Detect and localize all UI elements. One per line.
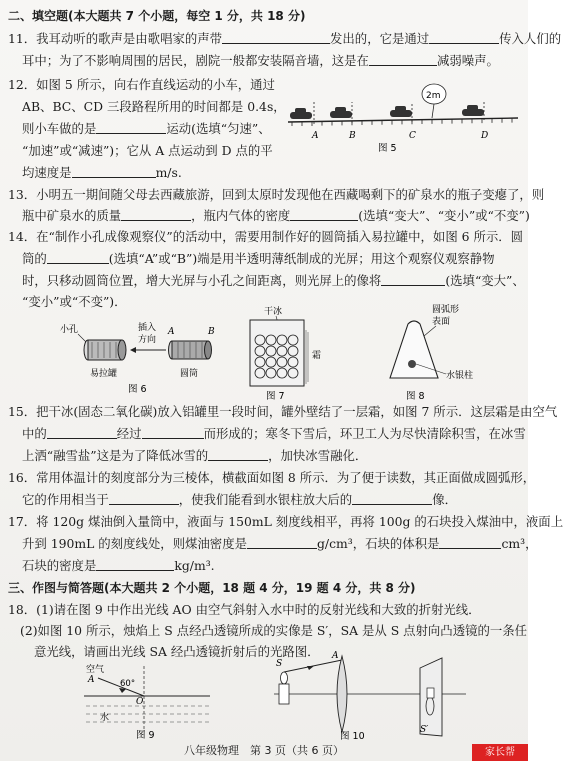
answer-blank[interactable] <box>47 426 117 439</box>
answer-blank[interactable] <box>369 53 437 66</box>
point-d: D <box>481 131 489 141</box>
question-14-line-1: 14．在“制作小孔成像观察仪”的活动中，需要用制作好的圆筒插入易拉罐中，如图 6 所示．圆 <box>8 229 524 244</box>
label-tube: 圆筒 <box>180 369 199 379</box>
label-air: 空气 <box>86 665 105 675</box>
label-s-prime: S′ <box>420 725 429 735</box>
question-15-line-1: 15．把干冰(固态二氧化碳)放入铝罐里一段时间，罐外壁结了一层霜，如图 7 所示．这层霜是由空气 <box>8 404 558 419</box>
figure-8 <box>376 300 492 400</box>
label-hole: 小孔 <box>60 325 79 335</box>
answer-blank[interactable] <box>96 558 174 571</box>
question-13-line-2: 瓶中矿泉水的质量 ，瓶内气体的密度 (选填“变大”、“变小”或“不变”) <box>22 208 530 223</box>
label-b: B <box>208 327 215 337</box>
answer-blank[interactable] <box>208 448 268 461</box>
page-footer: 八年级物理 第 3 页（共 6 页） <box>184 744 344 757</box>
section-3-header: 三、作图与简答题(本大题共 2 个小题，18 题 4 分，19 题 4 分，共 8 分) <box>8 581 416 595</box>
answer-blank[interactable] <box>142 426 204 439</box>
question-12-line-1: 12．如图 5 所示，向右作直线运动的小车，通过 <box>8 77 275 92</box>
question-18-line-1: 18．(1)请在图 9 中作出光线 AO 由空气斜射入水中时的反射光线和大致的折射光线． <box>8 602 481 617</box>
answer-blank[interactable] <box>429 31 499 44</box>
label-s: S <box>276 659 283 669</box>
question-14-line-3: 时，只移动圆筒位置，增大光屏与小孔之间距离，则光屏上的像将 (选填“变大”、 <box>22 273 525 288</box>
figure-8-caption: 图 8 <box>406 391 425 402</box>
question-12-line-3: 则小车做的是 运动(选填“匀速”、 <box>22 121 271 136</box>
answer-blank[interactable] <box>47 251 109 264</box>
question-15-line-2: 中的 经过 而形成的；寒冬下雪后，环卫工人为尽快清除积雪，在冰雪 <box>22 426 526 441</box>
question-11-line-1: 11．我耳动听的歌声是由歌唱家的声带 发出的，它是通过 传入人们的 <box>8 31 562 46</box>
question-13-line-1: 13．小明五一期间随父母去西藏旅游，回到太原时发现他在西藏喝剩下的矿泉水的瓶子变瘪了，则 <box>8 187 545 202</box>
label-o: O <box>136 697 144 707</box>
answer-blank[interactable] <box>381 273 445 286</box>
label-arc-1: 圆弧形 <box>432 305 460 315</box>
question-18-line-2: (2)如图 10 所示，烛焰上 S 点经凸透镜所成的实像是 S′，SA 是从 S 点射向凸透镜的一条任 <box>20 623 528 638</box>
label-can: 易拉罐 <box>90 369 118 379</box>
figure-7 <box>240 300 336 400</box>
label-a: A <box>88 675 95 685</box>
figure-9-caption: 图 9 <box>136 730 155 741</box>
answer-blank[interactable] <box>109 492 179 505</box>
answer-blank[interactable] <box>96 121 166 134</box>
watermark: 家长帮 <box>472 744 528 761</box>
figure-5-caption: 图 5 <box>378 143 397 154</box>
label-mercury: 水银柱 <box>446 371 474 381</box>
answer-blank[interactable] <box>72 165 156 178</box>
point-b: B <box>349 131 356 141</box>
question-16-line-2: 它的作用相当于 ，使我们能看到水银柱放大后的 像． <box>22 492 457 507</box>
answer-blank[interactable] <box>247 536 317 549</box>
figure-7-caption: 图 7 <box>266 391 285 402</box>
label-dry-ice: 干冰 <box>264 307 283 317</box>
question-16-line-1: 16．常用体温计的刻度部分为三棱体，横截面如图 8 所示．为了便于读数，其正面做成圆弧形， <box>8 470 536 485</box>
answer-blank[interactable] <box>352 492 432 505</box>
answer-blank[interactable] <box>222 31 330 44</box>
question-17-line-1: 17．将 120g 煤油倒入量筒中，液面与 150mL 刻度线相平，再将 100g 的石块投入煤油中，液面上 <box>8 514 563 529</box>
label-angle: 60° <box>120 679 136 689</box>
question-17-line-3: 石块的密度是 kg/m³. <box>22 558 215 573</box>
figure-6-caption: 图 6 <box>128 384 147 395</box>
question-11-line-2: 耳中；为了不影响周围的居民，剧院一般都安装隔音墙，这是在 减弱噪声。 <box>22 53 499 68</box>
answer-blank[interactable] <box>290 208 358 221</box>
question-14-line-4: “变小”或“不变”)． <box>22 294 127 309</box>
point-c: C <box>409 131 416 141</box>
question-15-line-3: 上洒“融雪盐”这是为了降低冰雪的 ，加快冰雪融化． <box>22 448 368 463</box>
question-17-line-2: 升到 190mL 的刻度线处，则煤油密度是 g/cm³，石块的体积是 cm³， <box>22 536 538 551</box>
question-12-line-4: “加速”或“减速”)；它从 A 点运动到 D 点的平 <box>22 143 273 158</box>
answer-blank[interactable] <box>121 208 191 221</box>
figure-10-caption: 图 10 <box>340 731 365 742</box>
question-18-line-3: 意光线，请画出光线 SA 经凸透镜折射后的光路图． <box>34 644 320 659</box>
figure-6 <box>60 312 230 395</box>
figure-5 <box>282 80 522 156</box>
question-14-line-2: 筒的 (选填“A”或“B”)端是用半透明薄纸制成的光屏；用这个观察仪观察静物 <box>22 251 495 266</box>
label-point-a: A <box>332 651 339 661</box>
question-12-line-5: 均速度是 m/s. <box>22 165 182 180</box>
figure-5-distance: 2m <box>426 91 441 101</box>
label-direction: 方向 <box>138 335 157 345</box>
label-frost: 霜 <box>312 351 322 361</box>
point-a: A <box>312 131 319 141</box>
answer-blank[interactable] <box>439 536 501 549</box>
label-insert: 插入 <box>138 323 157 333</box>
figure-9 <box>80 662 220 740</box>
question-12-line-2: AB、BC、CD 三段路程所用的时间都是 0.4s， <box>22 99 286 114</box>
figure-5-drawing <box>282 80 522 156</box>
label-water: 水 <box>100 713 110 723</box>
section-2-header: 二、填空题(本大题共 7 个小题，每空 1 分，共 18 分) <box>8 9 306 23</box>
label-a: A <box>168 327 175 337</box>
label-arc-2: 表面 <box>432 317 451 327</box>
figure-10 <box>270 650 470 740</box>
